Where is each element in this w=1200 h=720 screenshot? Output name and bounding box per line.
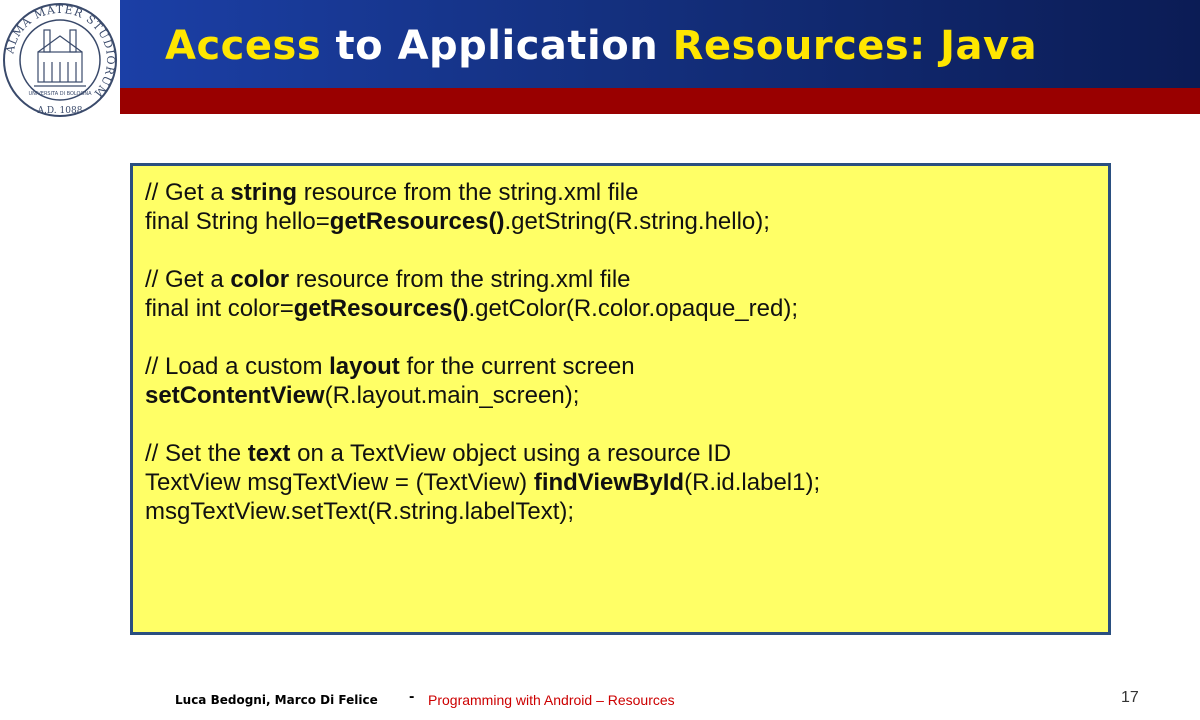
footer-separator: - — [409, 690, 415, 705]
code-text: (R.layout.main_screen); — [324, 382, 580, 409]
code-keyword: findViewById — [533, 469, 685, 496]
logo-ring-text: ALMA MATER STUDIORUM — [3, 2, 118, 101]
code-line — [145, 497, 1108, 526]
code-text: // Get a — [145, 179, 231, 206]
code-text: final String hello= — [145, 208, 330, 235]
code-text: resource from the string.xml file — [289, 266, 631, 293]
code-text: .getColor(R.color.opaque_red); — [468, 295, 798, 322]
code-keyword: layout — [329, 353, 400, 380]
logo-bottom-text: A.D. 1088 — [37, 106, 83, 116]
code-line — [145, 468, 1108, 497]
code-text: TextView msgTextView = (TextView) — [145, 469, 534, 496]
code-text: (R.id.label1); — [684, 469, 821, 496]
code-blank-line — [145, 236, 1108, 265]
title-part-resources-java: Resources: Java — [672, 23, 1038, 69]
logo-inner-text: UNIVERSITA DI BOLOGNA — [28, 91, 92, 97]
header-stripe — [120, 88, 1200, 114]
code-line — [145, 352, 1108, 381]
code-keyword: color — [230, 266, 290, 293]
code-text: // Load a custom — [145, 353, 330, 380]
title-part-to-application: to Application — [321, 23, 673, 69]
footer-course-title: Programming with Android – Resources — [428, 692, 675, 708]
code-text: for the current screen — [399, 353, 635, 380]
code-keyword: setContentView — [145, 382, 325, 409]
code-blank-line — [145, 410, 1108, 439]
code-text: final int color= — [145, 295, 294, 322]
title-part-access: Access — [165, 23, 322, 69]
code-line — [145, 265, 1108, 294]
code-text: // Set the — [145, 440, 248, 467]
code-keyword: string — [230, 179, 298, 206]
code-line — [145, 439, 1108, 468]
university-seal-logo — [0, 0, 120, 120]
code-line — [145, 294, 1108, 323]
page-number: 17 — [1121, 689, 1139, 706]
code-line — [145, 178, 1108, 207]
code-text: resource from the string.xml file — [297, 179, 639, 206]
code-example-box — [130, 163, 1111, 635]
code-line — [145, 381, 1108, 410]
code-text: // Get a — [145, 266, 231, 293]
code-line — [145, 207, 1108, 236]
code-text: msgTextView.setText(R.string.labelText); — [145, 498, 575, 525]
code-keyword: text — [247, 440, 291, 467]
code-keyword: getResources() — [329, 208, 505, 235]
code-text: .getString(R.string.hello); — [504, 208, 770, 235]
footer-authors: Luca Bedogni, Marco Di Felice — [175, 693, 378, 707]
code-keyword: getResources() — [293, 295, 469, 322]
code-text: on a TextView object using a resource ID — [290, 440, 732, 467]
slide-title — [165, 20, 1037, 72]
code-blank-line — [145, 323, 1108, 352]
